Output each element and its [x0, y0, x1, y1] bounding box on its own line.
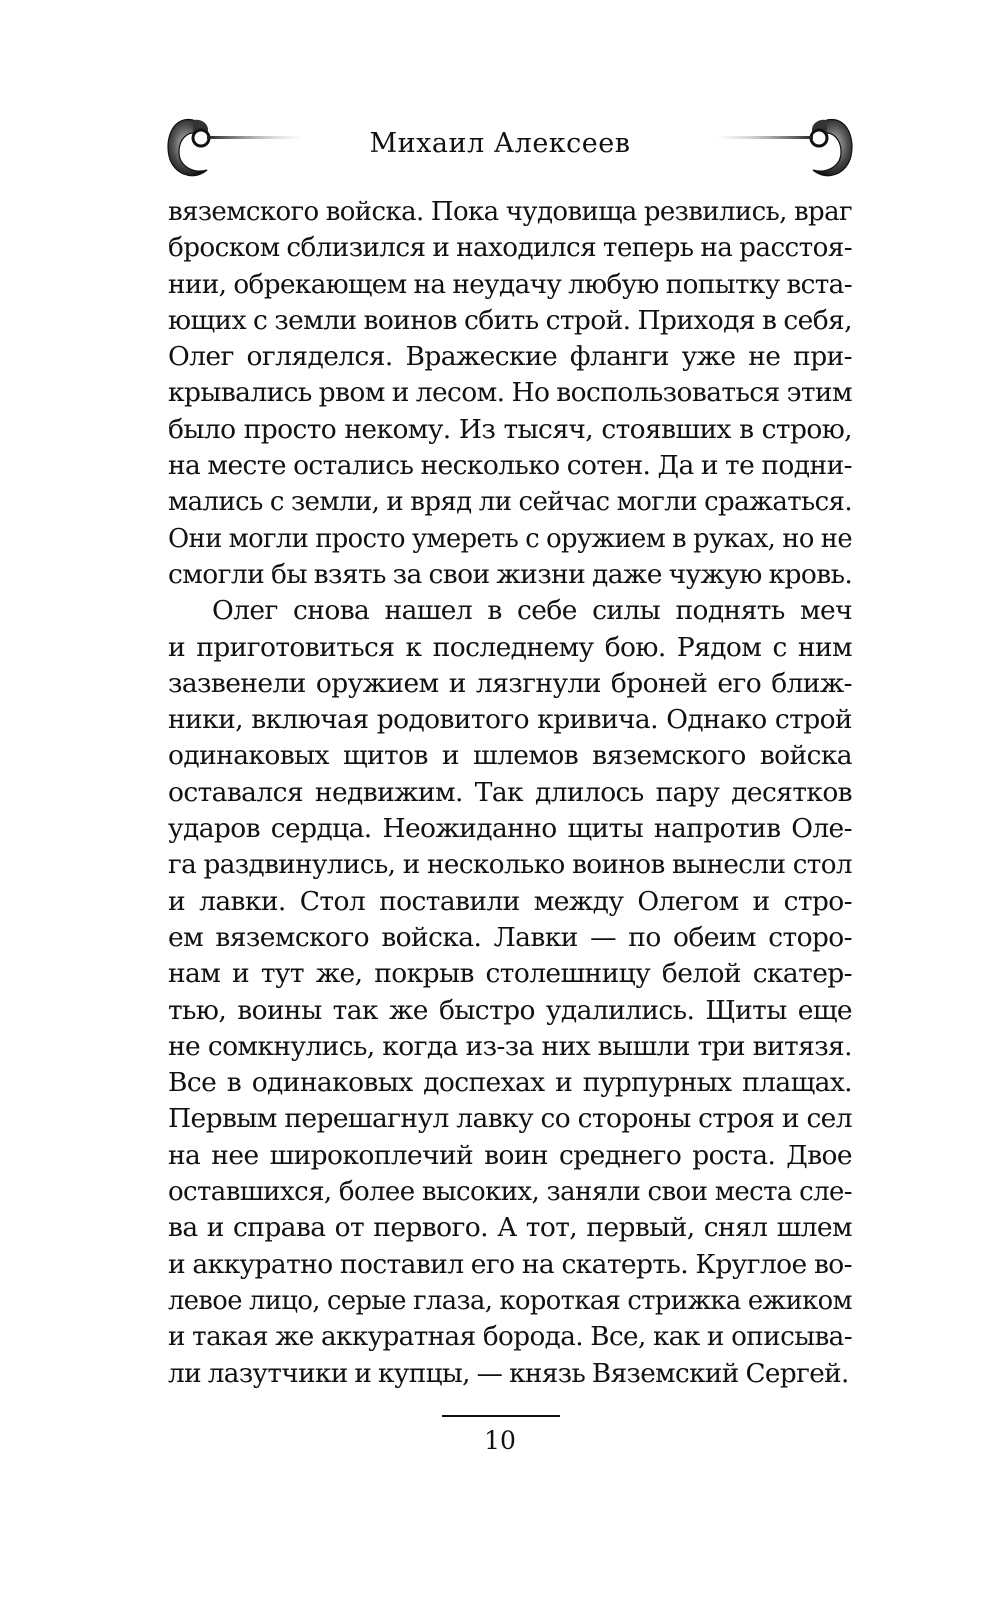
text-line: было просто некому. Из тысяч, стоявших в строю,: [168, 413, 852, 445]
text-line: Они могли просто умереть с оружием в руках, но не: [168, 523, 852, 554]
text-line: тью, воины так же быстро удалились. Щиты еще: [168, 994, 852, 1026]
text-line: ли лазутчики и купцы, — князь Вяземский Сергей.: [168, 1358, 849, 1389]
text-line: оставался недвижим. Так длилось пару десятков: [168, 776, 852, 808]
paragraph: [168, 194, 852, 593]
text-line: мались с земли, и вряд ли сейчас могли сражаться.: [168, 487, 852, 518]
running-header: [0, 108, 1000, 188]
text-line: нии, обрекающем на неудачу любую попытку вста-: [168, 269, 852, 300]
text-line: на нее широкоплечий воин среднего роста. Двое: [168, 1139, 852, 1171]
text-line: ударов сердца. Неожиданно щиты напротив Оле-: [168, 813, 852, 845]
text-line: крывались рвом и лесом. Но воспользоваться этим: [168, 377, 852, 409]
text-line: броском сблизился и находился теперь на расстоя-: [168, 233, 852, 264]
author-name: Михаил Алексеев: [369, 128, 631, 159]
text-line: Олег снова нашел в себе силы поднять меч: [212, 595, 852, 627]
text-line: не сомкнулись, когда из-за них вышли три витязя.: [168, 1030, 852, 1062]
text-line: ва и справа от первого. А тот, первый, снял шлем: [168, 1212, 852, 1244]
text-line: и приготовиться к последнему бою. Рядом с ним: [168, 631, 852, 663]
text-line: нам и тут же, покрыв столешницу белой скатер-: [168, 958, 852, 990]
text-line: вяземского войска. Пока чудовища резвились, враг: [168, 197, 852, 227]
text-line: ем вяземского войска. Лавки — по обеим сторо-: [168, 921, 852, 953]
text-line: ющих с земли воинов сбить строй. Приходя в себя,: [168, 304, 852, 336]
paragraph: [168, 593, 852, 1392]
text-line: зазвенели оружием и лязгнули броней его ближ-: [168, 667, 852, 699]
text-line: смогли бы взять за свои жизни даже чужую кровь.: [168, 558, 853, 590]
text-line: ники, включая родовитого кривича. Однако строй: [168, 704, 852, 736]
text-line: левое лицо, серые глаза, короткая стрижка ежиком: [168, 1285, 852, 1316]
text-line: и аккуратно поставил его на скатерть. Круглое во-: [168, 1248, 852, 1280]
text-line: на месте остались несколько сотен. Да и те подни-: [168, 450, 852, 482]
scroll-ornament-icon: [712, 108, 857, 188]
text-line: и лавки. Стол поставили между Олегом и стро-: [168, 885, 852, 917]
text-line: и такая же аккуратная борода. Все, как и описыва-: [168, 1322, 852, 1353]
text-line: Все в одинаковых доспехах и пурпурных плащах.: [168, 1067, 852, 1099]
text-line: оставшихся, более высоких, заняли свои места сле-: [168, 1177, 852, 1208]
footer-rule: [442, 1415, 560, 1417]
page-number: 10: [484, 1426, 516, 1455]
text-line: Олег огляделся. Вражеские фланги уже не при-: [168, 341, 852, 373]
text-line: Первым перешагнул лавку со стороны строя и сел: [168, 1103, 852, 1135]
text-line: одинаковых щитов и шлемов вяземского войска: [168, 740, 852, 772]
page-body-text: [168, 194, 852, 1392]
text-line: га раздвинулись, и несколько воинов вынесли стол: [168, 850, 852, 881]
